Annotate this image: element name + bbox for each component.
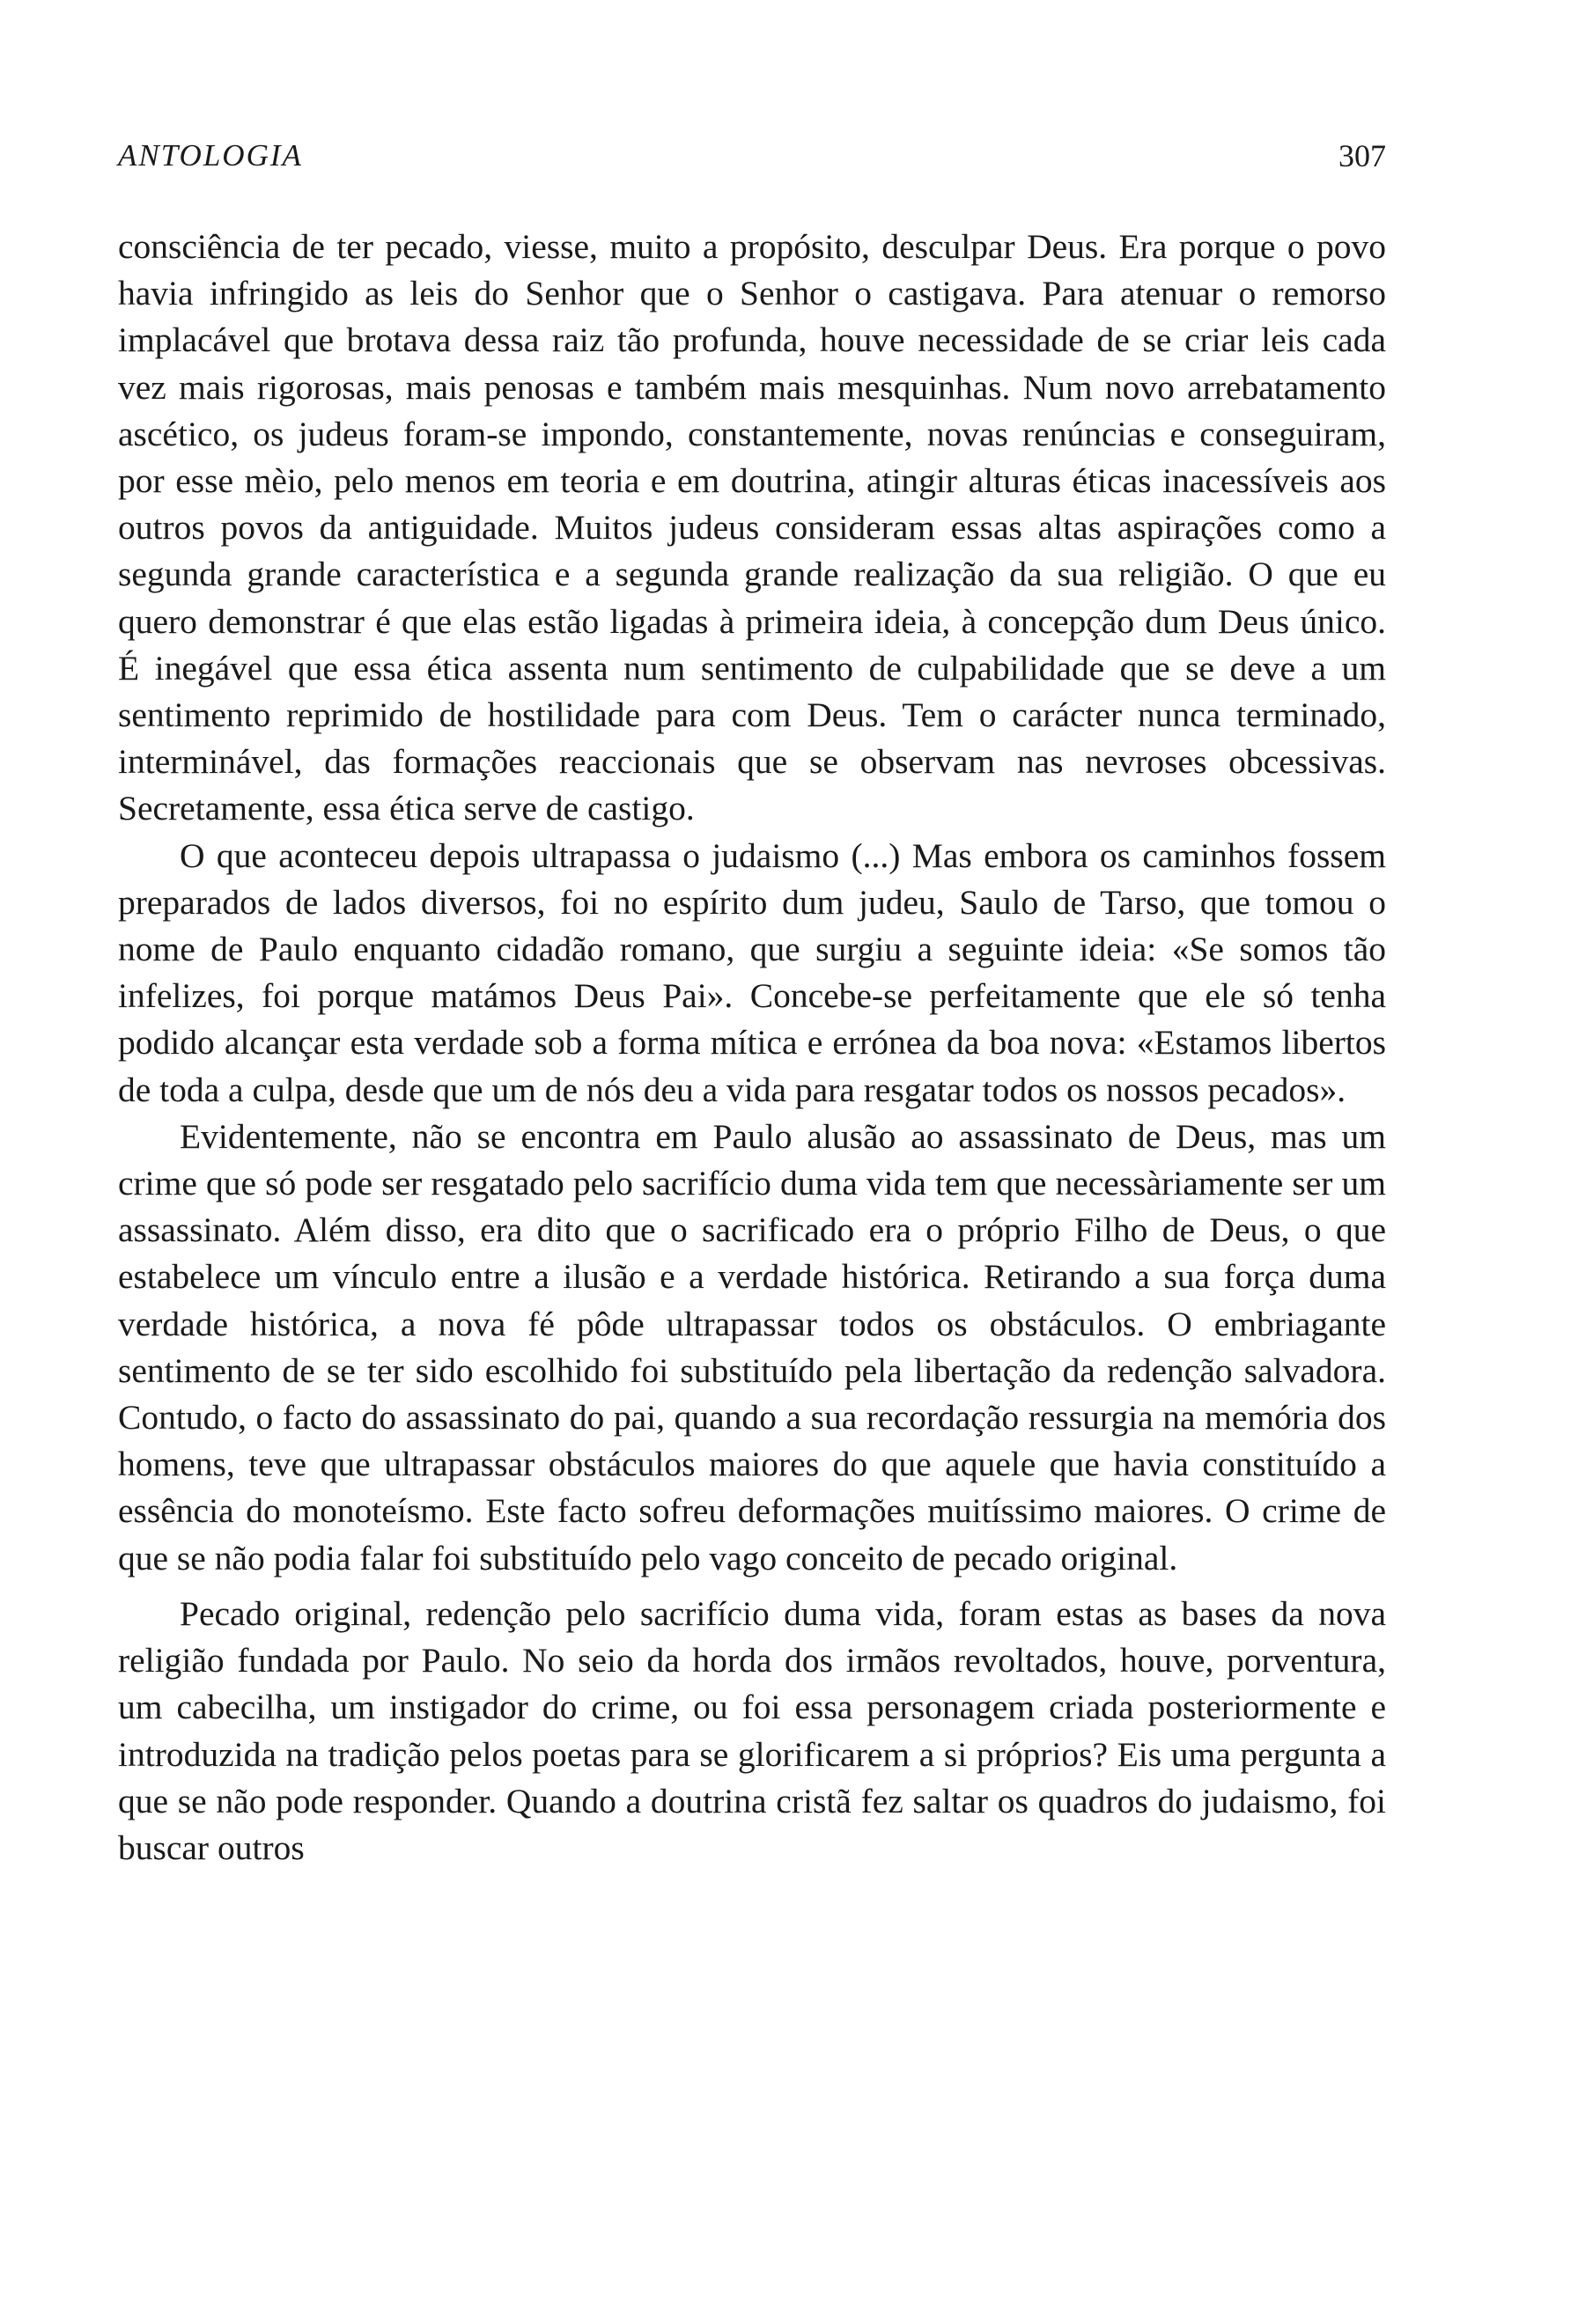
paragraph: Evidentemente, não se encontra em Paulo alusão ao assassinato de Deus, mas um crime que só pode ser resgatado pelo sacrifício duma vida tem que necessàriamente ser um assassinato. Além disso, era dito que o sacrificado era o próprio Filho de Deus, o que estabelece um vínculo entre a ilusão e a verdade histórica. Retirando a sua força duma verdade histórica, a nova fé pôde ultrapassar todos os obstáculos. O embriagante sentimento de se ter sido escolhido foi substituído pela libertação da redenção salvadora. Contudo, o facto do assassinato do pai, quando a sua recordação ressurgia na memória dos homens, teve que ultrapassar obstáculos maiores do que aquele que havia constituído a essência do monoteísmo. Este facto sofreu deformações muitíssimo maiores. O crime de que se não podia falar foi substituído pelo vago conceito de pecado original. (118, 1116, 1386, 1578)
running-header (118, 134, 1386, 178)
paragraph: Pecado original, redenção pelo sacrifício duma vida, foram estas as bases da nova religião fundada por Paulo. No seio da horda dos irmãos revoltados, houve, porventura, um cabecilha, um instigador do crime, ou foi essa personagem criada posteriormente e introduzida na tradição pelos poetas para se glorificarem a si próprios? Eis uma pergunta a que se não pode responder. Quando a doutrina cristã fez saltar os quadros do judaismo, foi buscar outros (118, 1593, 1386, 1867)
page-number: 307 (1338, 138, 1386, 173)
paragraph: O que aconteceu depois ultrapassa o judaismo (...) Mas embora os caminhos fossem preparados de lados diversos, foi no espírito dum judeu, Saulo de Tarso, que tomou o nome de Paulo enquanto cidadão romano, que surgiu a seguinte ideia: «Se somos tão infelizes, foi porque matámos Deus Pai». Concebe-se perfeitamente que ele só tenha podido alcançar esta verdade sob a forma mítica e errónea da boa nova: «Estamos libertos de toda a culpa, desde que um de nós deu a vida para resgatar todos os nossos pecados». (118, 835, 1386, 1109)
body-text (118, 224, 1386, 1872)
paragraph-continued: consciência de ter pecado, viesse, muito a propósito, desculpar Deus. Era porque o povo havia infringido as leis do Senhor que o Senhor o castigava. Para atenuar o remorso implacável que brotava dessa raiz tão profunda, houve necessidade de se criar leis cada vez mais rigorosas, mais penosas e também mais mesquinhas. Num novo arrebatamento ascético, os judeus foram-se impondo, constantemente, novas renúncias e conseguiram, por esse mèio, pelo menos em teoria e em doutrina, atingir alturas éticas inacessíveis aos outros povos da antiguidade. Muitos judeus consideram essas altas aspirações como a segunda grande característica e a segunda grande realização da sua religião. O que eu quero demonstrar é que elas estão ligadas à primeira ideia, à concepção dum Deus único. É inegável que essa ética assenta num sentimento de culpabilidade que se deve a um sentimento reprimido de hostilidade para com Deus. Tem o carácter nunca terminado, interminável, das formações reaccionais que se observam nas nevroses obcessivas. Secretamente, essa ética serve de castigo. (118, 227, 1386, 828)
running-title: ANTOLOGIA (118, 138, 303, 173)
